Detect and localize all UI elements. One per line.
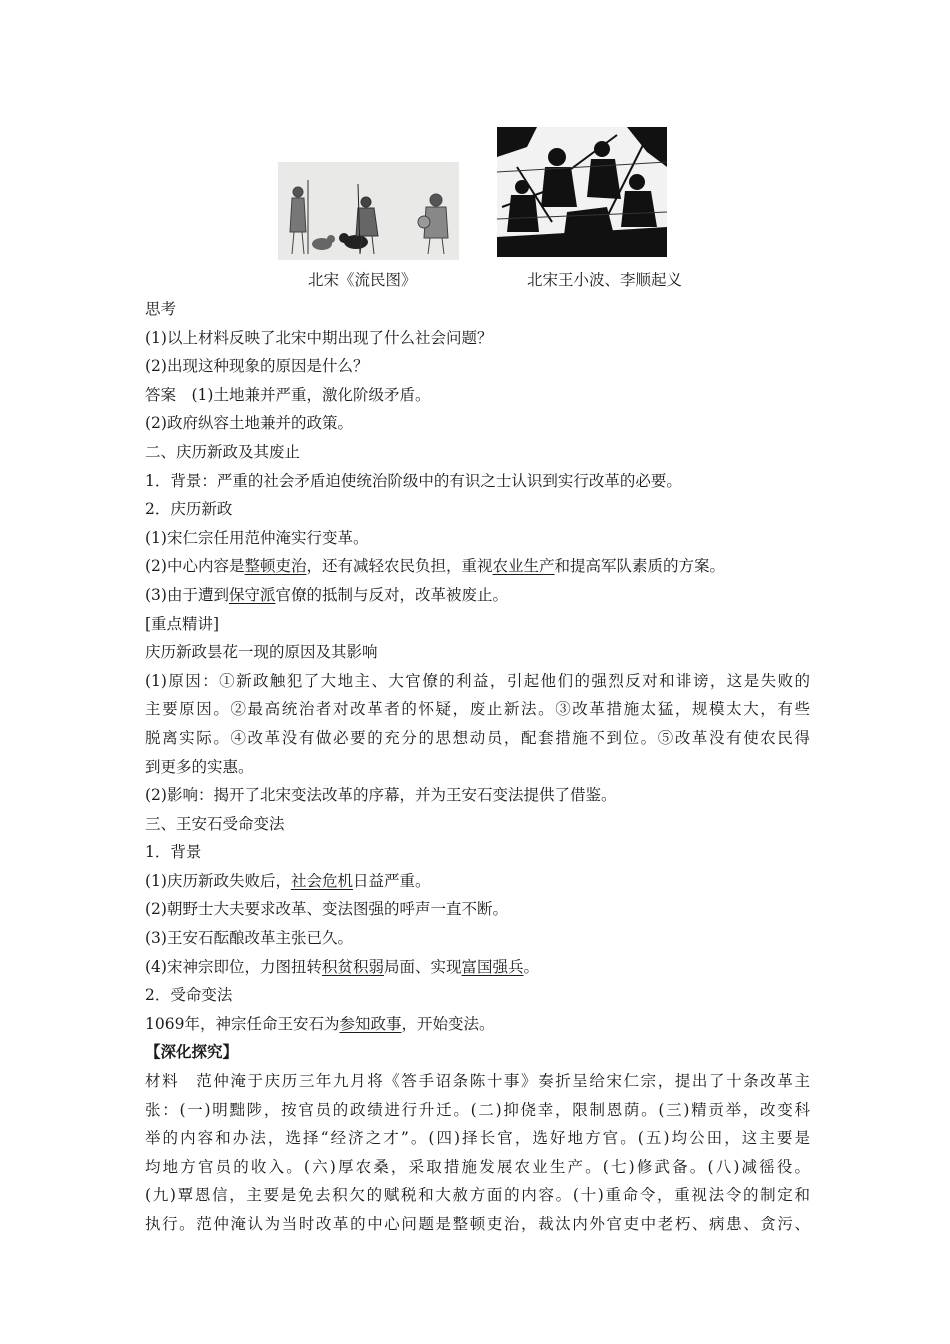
text-line	[145, 467, 810, 496]
text-line	[145, 1210, 810, 1239]
text-line	[145, 724, 810, 753]
text-segment: 2．受命变法	[145, 986, 233, 1005]
underlined-term: 农业生产	[492, 557, 555, 576]
text-segment: 主要原因。②最高统治者对改革者的怀疑，废止新法。③改革措施太猛，规模太大，有些	[145, 700, 810, 719]
text-line	[145, 524, 810, 553]
text-line	[145, 924, 810, 953]
text-line	[145, 438, 810, 467]
text-segment: 1．背景	[145, 843, 202, 862]
text-segment: 二、庆历新政及其废止	[145, 442, 301, 461]
text-line	[145, 953, 810, 982]
text-line	[145, 495, 810, 524]
text-segment: (1)宋仁宗任用范仲淹实行变革。	[145, 528, 369, 547]
text-segment: 答案 (1)土地兼并严重，激化阶级矛盾。	[145, 385, 431, 404]
text-segment: (4)宋神宗即位，力图扭转	[145, 957, 322, 976]
text-line	[145, 324, 810, 353]
underlined-term: 社会危机	[290, 871, 353, 890]
text-segment: [重点精讲]	[145, 614, 220, 633]
text-line	[145, 581, 810, 610]
text-segment: (1)庆历新政失败后，	[145, 871, 291, 890]
text-line	[145, 1067, 810, 1096]
text-line	[145, 409, 810, 438]
text-line	[145, 1124, 810, 1153]
text-segment: (九)覃恩信，主要是免去积欠的赋税和大赦方面的内容。(十)重命令，重视法令的制定和	[145, 1186, 810, 1205]
text-segment: 庆历新政昙花一现的原因及其影响	[145, 643, 378, 662]
text-line	[145, 810, 810, 839]
text-line	[145, 1096, 810, 1125]
text-segment: 举的内容和办法，选择“经济之才”。(四)择长官，选好地方官。(五)均公田，这主要是	[145, 1129, 810, 1148]
text-segment: ，开始变法。	[401, 1014, 495, 1033]
text-segment: 1069年，神宗任命王安石为	[145, 1014, 340, 1033]
text-segment: (1)以上材料反映了北宋中期出现了什么社会问题？	[145, 328, 493, 347]
text-segment: 材料 范仲淹于庆历三年九月将《答手诏条陈十事》奏折呈给宋仁宗，提出了十条改革主	[145, 1072, 810, 1091]
text-segment: 。	[523, 957, 540, 976]
text-line	[145, 1181, 810, 1210]
text-segment: 官僚的抵制与反对，改革被废止。	[275, 585, 508, 604]
text-line	[145, 638, 810, 667]
text-segment: (2)朝野士大夫要求改革、变法图强的呼声一直不断。	[145, 900, 508, 919]
text-segment: 日益严重。	[352, 871, 431, 890]
text-line	[145, 1010, 810, 1039]
text-segment: 均地方官员的收入。(六)厚农桑，采取措施发展农业生产。(七)修武备。(八)减徭役。	[145, 1157, 810, 1176]
text-line	[145, 695, 810, 724]
text-segment: 执行。范仲淹认为当时改革的中心问题是整顿吏治，裁汰内外官吏中老朽、病患、贪污、	[145, 1215, 810, 1233]
text-segment: (2)政府纵容土地兼并的政策。	[145, 414, 353, 433]
uprising-woodcut-image	[497, 127, 667, 257]
text-line	[145, 1038, 810, 1067]
text-line	[145, 667, 810, 696]
text-line	[145, 295, 810, 324]
section-heading: 【深化探究】	[145, 1042, 239, 1062]
text-line	[145, 1153, 810, 1182]
document-body	[145, 295, 810, 1239]
text-segment: 1．背景：严重的社会矛盾迫使统治阶级中的有识之士认识到实行改革的必要。	[145, 471, 682, 490]
text-line	[145, 381, 810, 410]
text-line	[145, 867, 810, 896]
text-line	[145, 352, 810, 381]
text-segment: (1)原因：①新政触犯了大地主、大官僚的利益，引起他们的强烈反对和诽谤，这是失败的	[145, 671, 810, 690]
uprising-scene-drawing	[497, 127, 667, 257]
underlined-term: 保守派	[228, 585, 276, 604]
text-line	[145, 895, 810, 924]
text-line	[145, 610, 810, 639]
text-segment: (3)由于遭到	[145, 585, 229, 604]
text-segment: (3)王安石酝酿改革主张已久。	[145, 929, 353, 948]
text-line	[145, 781, 810, 810]
text-segment: (2)中心内容是	[145, 557, 245, 576]
text-segment: (2)影响：揭开了北宋变法改革的序幕，并为王安石变法提供了借鉴。	[145, 786, 617, 805]
underlined-term: 参知政事	[339, 1014, 402, 1033]
text-line	[145, 753, 810, 782]
text-line	[145, 981, 810, 1010]
underlined-term: 富国强兵	[461, 957, 524, 976]
underlined-term: 整顿吏治	[244, 557, 307, 576]
text-line	[145, 552, 810, 581]
text-segment: ，还有减轻农民负担，重视	[306, 557, 493, 576]
underlined-term: 积贫积弱	[321, 957, 384, 976]
text-segment: 张：(一)明黜陟，按官员的政绩进行升迁。(二)抑侥幸，限制恩荫。(三)精贡举，改变科	[145, 1100, 810, 1119]
refugee-figures-drawing	[278, 162, 459, 260]
text-segment: 到更多的实惠。	[145, 757, 254, 776]
text-segment: 2．庆历新政	[145, 500, 233, 519]
right-figure-caption: 北宋王小波、李顺起义	[527, 271, 683, 289]
text-segment: 脱离实际。④改革没有做必要的充分的思想动员，配套措施不到位。⑤改革没有使农民得	[145, 728, 810, 747]
text-segment: 三、王安石受命变法	[145, 814, 285, 833]
text-segment: 局面、实现	[383, 957, 462, 976]
text-segment: (2)出现这种现象的原因是什么？	[145, 357, 369, 376]
left-figure-caption: 北宋《流民图》	[308, 271, 417, 289]
text-segment: 和提高军队素质的方案。	[554, 557, 726, 576]
text-line	[145, 838, 810, 867]
refugee-painting-image	[278, 162, 459, 260]
text-segment: 思考	[145, 300, 177, 318]
